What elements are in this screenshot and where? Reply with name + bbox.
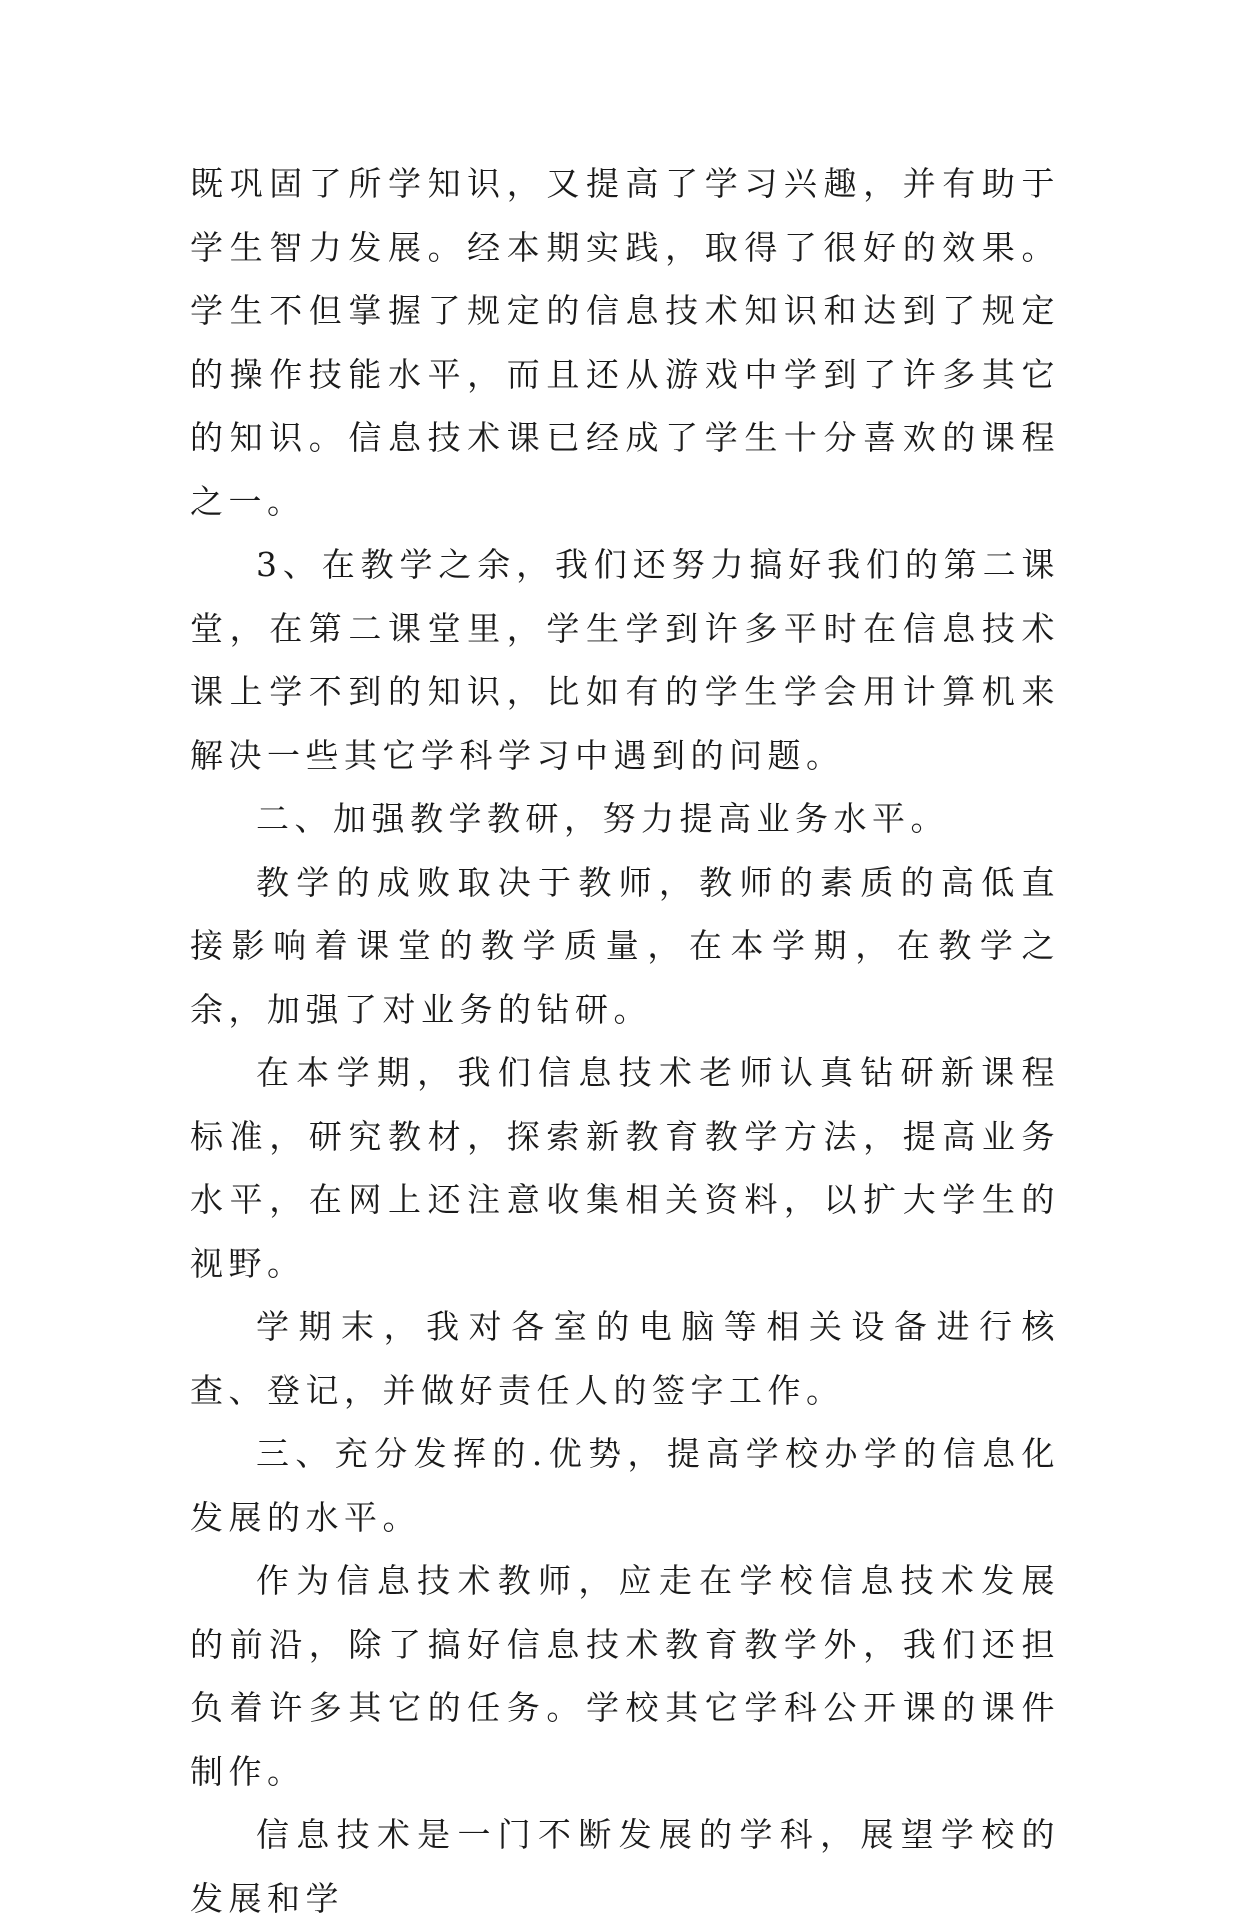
paragraph: 在本学期，我们信息技术老师认真钻研新课程标准，研究教材，探索新教育教学方法，提高业务水平，在网上还注意收集相关资料，以扩大学生的视野。 (190, 1053, 1060, 1283)
paragraph: 教学的成败取决于教师，教师的素质的高低直接影响着课堂的教学质量，在本学期，在教学之余，加强了对业务的钻研。 (190, 862, 1060, 1029)
paragraph: 作为信息技术教师，应走在学校信息技术发展的前沿，除了搞好信息技术教育教学外，我们还担负着许多其它的任务。学校其它学科公开课的课件制作。 (190, 1561, 1060, 1791)
document-body (190, 152, 1060, 1930)
paragraph: 信息技术是一门不断发展的学科，展望学校的发展和学 (190, 1815, 1060, 1918)
paragraph: 既巩固了所学知识，又提高了学习兴趣，并有助于学生智力发展。经本期实践，取得了很好的效果。学生不但掌握了规定的信息技术知识和达到了规定的操作技能水平，而且还从游戏中学到了许多其它的知识。信息技术课已经成了学生十分喜欢的课程之一。 (190, 164, 1060, 521)
paragraph: 学期末，我对各室的电脑等相关设备进行核查、登记，并做好责任人的签字工作。 (190, 1307, 1060, 1410)
section-heading: 三、充分发挥的.优势，提高学校办学的信息化发展的水平。 (190, 1434, 1060, 1537)
paragraph: 3、在教学之余，我们还努力搞好我们的第二课堂，在第二课堂里，学生学到许多平时在信息技术课上学不到的知识，比如有的学生学会用计算机来解决一些其它学科学习中遇到的问题。 (190, 545, 1060, 775)
section-heading: 二、加强教学教研，努力提高业务水平。 (256, 799, 949, 838)
